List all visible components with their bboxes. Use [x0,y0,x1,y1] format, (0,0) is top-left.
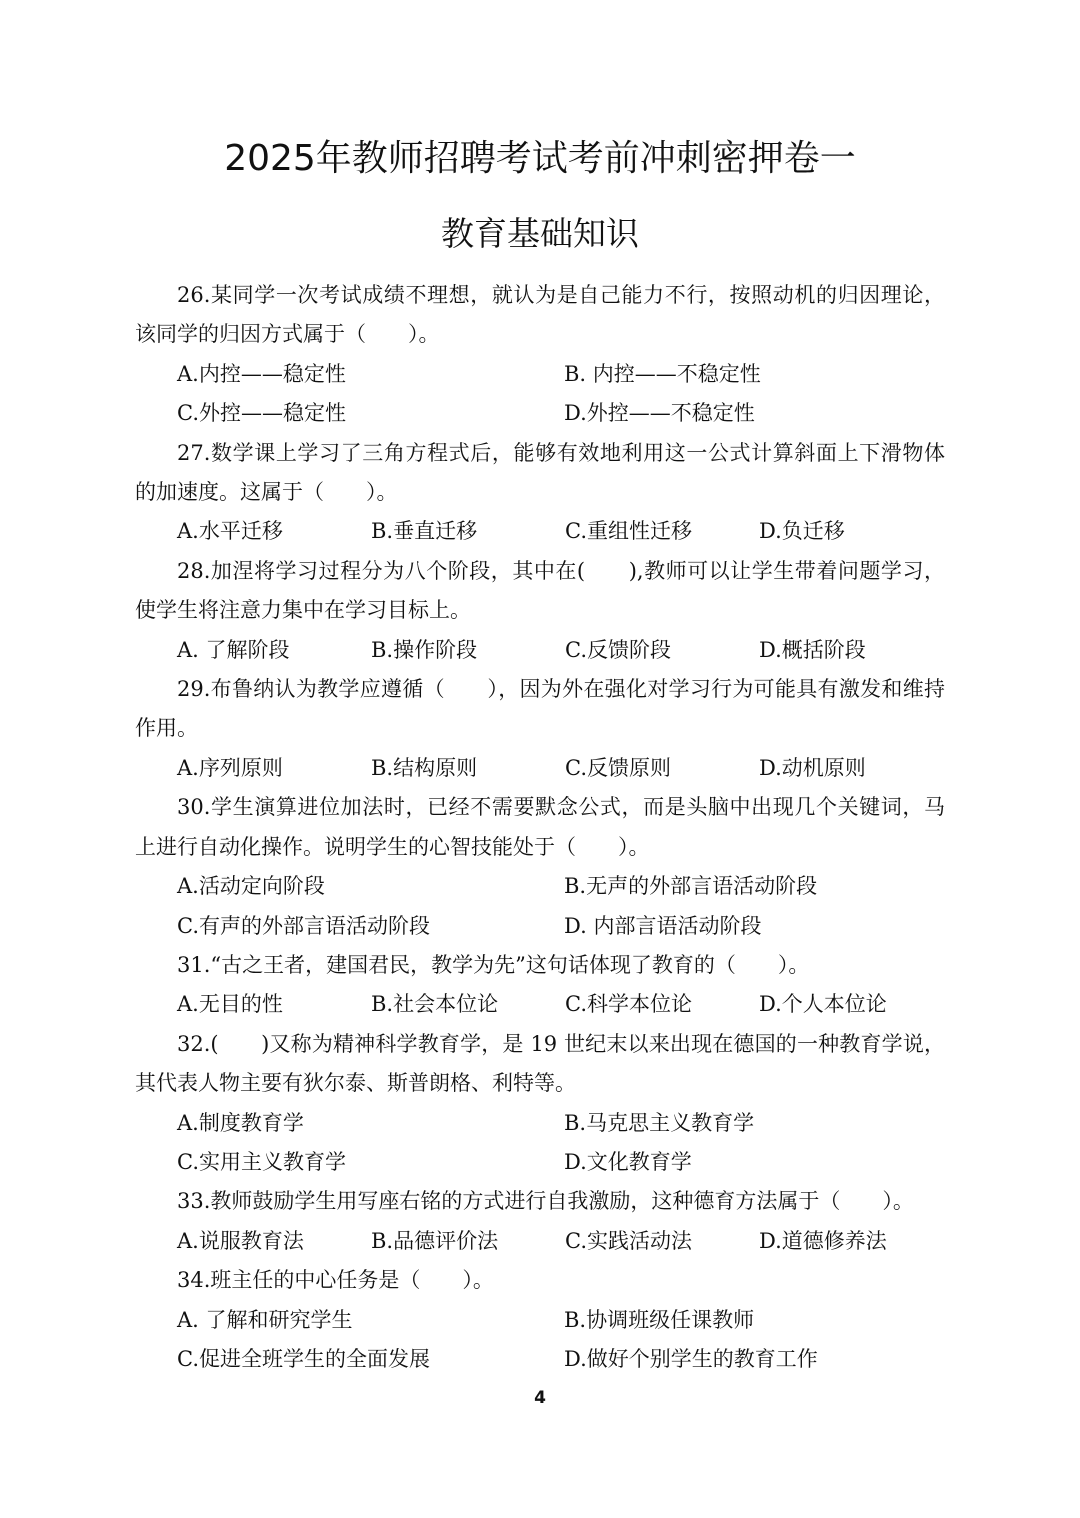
question-stem: 31.“古之王者，建国君民，教学为先”这句话体现了教育的（ ）。 [177,952,810,977]
option-a: A.序列原则 [177,755,283,780]
option-row [135,1301,945,1340]
option-row [135,631,945,670]
option-b: B.品德评价法 [371,1228,499,1253]
exam-subtitle: 教育基础知识 [441,214,639,253]
option-c: C.有声的外部言语活动阶段 [177,913,430,938]
option-b: B.无声的外部言语活动阶段 [564,874,818,899]
option-d: D.文化教育学 [564,1149,692,1174]
question-32 [135,1025,945,1183]
option-a: A.说服教育法 [177,1228,304,1253]
option-a: A.制度教育学 [177,1110,304,1135]
option-row [135,1104,945,1143]
option-b: B.社会本位论 [371,992,499,1017]
question-34 [135,1261,945,1379]
question-26 [135,276,945,434]
option-d: D.负迁移 [759,519,845,544]
option-row [135,1222,945,1261]
question-stem: 29.布鲁纳认为教学应遵循（ ），因为外在强化对学习行为可能具有激发和维持作用。 [135,677,945,741]
option-c: C.科学本位论 [565,992,692,1017]
option-a: A.水平迁移 [177,519,283,544]
option-b: B.操作阶段 [371,637,478,662]
option-c: C.促进全班学生的全面发展 [177,1346,430,1371]
question-stem: 28.加涅将学习过程分为八个阶段，其中在( ),教师可以让学生带着问题学习，使学生将注意力集中在学习目标上。 [135,558,945,623]
option-d: D.个人本位论 [759,992,887,1017]
option-b: B.垂直迁移 [371,519,478,544]
option-row [135,355,945,394]
question-29 [135,670,945,788]
question-stem: 27.数学课上学习了三角方程式后，能够有效地利用这一公式计算斜面上下滑物体的加速度。这属于（ ）。 [135,440,945,505]
option-d: D.动机原则 [759,755,866,780]
question-28 [135,552,945,670]
option-d: D.概括阶段 [759,637,866,662]
option-row [135,394,945,433]
option-row [135,867,945,906]
question-33 [135,1182,945,1261]
option-d: D.道德修养法 [759,1228,887,1253]
option-b: B. 内控——不稳定性 [564,361,761,386]
option-a: A.活动定向阶段 [177,874,325,899]
page-number: 4 [534,1388,546,1408]
option-c: C.重组性迁移 [565,519,692,544]
option-a: A. 了解和研究学生 [177,1307,353,1332]
question-stem: 33.教师鼓励学生用写座右铭的方式进行自我激励，这种德育方法属于（ ）。 [177,1189,914,1214]
question-list [135,276,945,1379]
question-stem: 26.某同学一次考试成绩不理想，就认为是自己能力不行，按照动机的归因理论，该同学的归因方式属于（ ）。 [135,283,945,347]
question-stem: 30.学生演算进位加法时，已经不需要默念公式，而是头脑中出现几个关键词，马上进行自动化操作。说明学生的心智技能处于（ ）。 [135,795,945,859]
option-d: D.外控——不稳定性 [564,401,755,426]
option-b: B.结构原则 [371,755,478,780]
option-a: A.无目的性 [177,992,283,1017]
option-row [135,1143,945,1182]
exam-title: 2025年教师招聘考试考前冲刺密押卷一 [224,138,856,179]
option-row [135,907,945,946]
question-30 [135,788,945,946]
question-27 [135,434,945,552]
option-a: A. 了解阶段 [177,637,290,662]
option-d: D.做好个别学生的教育工作 [564,1346,818,1371]
option-c: C.实践活动法 [565,1228,692,1253]
option-b: B.马克思主义教育学 [564,1110,755,1135]
option-c: C.反馈原则 [565,755,671,780]
option-c: C.外控——稳定性 [177,401,346,426]
option-row [135,1340,945,1379]
option-b: B.协调班级任课教师 [564,1307,755,1332]
question-stem: 32.( )又称为精神科学教育学，是 19 世纪末以来出现在德国的一种教育学说，其代表人物主要有狄尔泰、斯普朗格、利特等。 [135,1031,945,1096]
option-row [135,512,945,551]
question-31 [135,946,945,1025]
option-row [135,985,945,1024]
option-c: C.反馈阶段 [565,637,671,662]
option-row [135,749,945,788]
question-stem: 34.班主任的中心任务是（ ）。 [177,1268,494,1293]
option-d: D. 内部言语活动阶段 [564,913,762,938]
option-c: C.实用主义教育学 [177,1149,346,1174]
option-a: A.内控——稳定性 [177,361,346,386]
